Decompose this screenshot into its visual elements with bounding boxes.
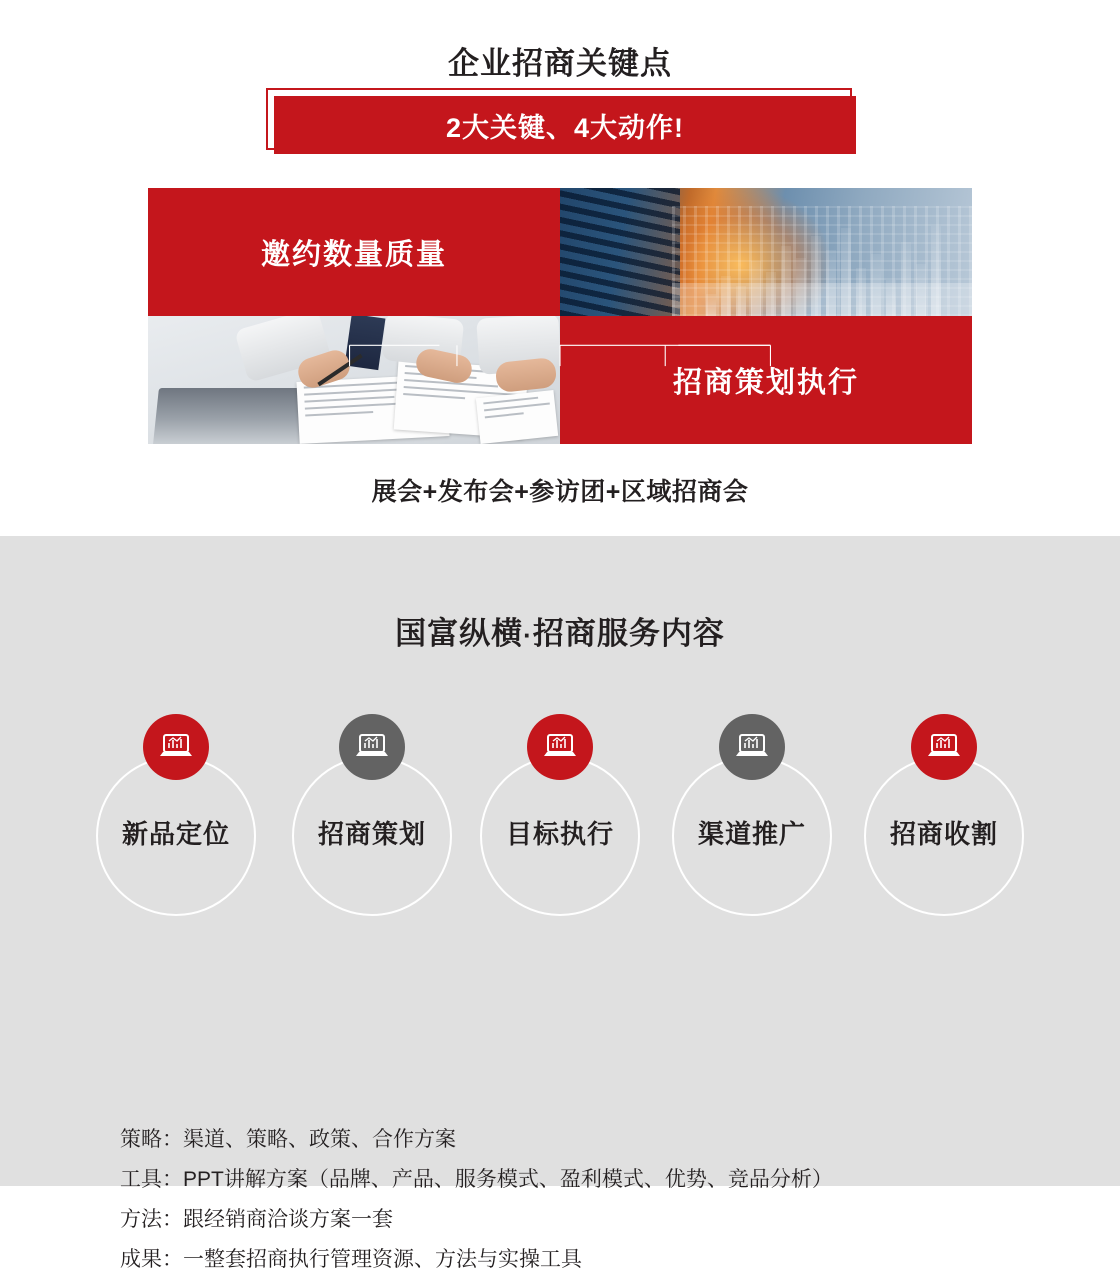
service-node-1-label: 新品定位 bbox=[121, 819, 230, 849]
service-node-5-label: 招商收割 bbox=[889, 819, 998, 849]
laptop-chart-icon bbox=[527, 714, 593, 780]
service-details bbox=[120, 1120, 1060, 1280]
collage-tile-execution-label: 招商策划执行 bbox=[672, 366, 859, 399]
image-collage bbox=[148, 188, 972, 444]
services-title bbox=[0, 608, 1120, 653]
hand-graphic bbox=[495, 357, 558, 393]
collage-tile-invitation bbox=[148, 188, 560, 316]
laptop-graphic bbox=[153, 388, 309, 444]
top-section bbox=[0, 0, 1120, 536]
service-node-1[interactable] bbox=[96, 756, 256, 916]
laptop-chart-icon bbox=[911, 714, 977, 780]
detail-line-result: 成果：一整套招商执行管理资源、方法与实操工具 bbox=[120, 1248, 582, 1271]
service-node-4-label: 渠道推广 bbox=[697, 819, 806, 849]
laptop-chart-icon bbox=[719, 714, 785, 780]
collage-photo-meeting-desk bbox=[148, 316, 560, 444]
service-nodes bbox=[0, 756, 1120, 936]
key-points-banner bbox=[266, 88, 856, 154]
laptop-chart-icon bbox=[143, 714, 209, 780]
service-node-3[interactable] bbox=[480, 756, 640, 916]
laptop-chart-icon bbox=[339, 714, 405, 780]
detail-line-method: 方法：跟经销商洽谈方案一套 bbox=[120, 1208, 393, 1231]
services-title-brand: 国富纵横 bbox=[395, 616, 524, 651]
service-node-2-label: 招商策划 bbox=[317, 819, 426, 849]
detail-line-strategy: 策略：渠道、策略、政策、合作方案 bbox=[120, 1128, 456, 1151]
service-node-3-label: 目标执行 bbox=[505, 819, 614, 849]
services-title-text: 招商服务内容 bbox=[532, 616, 725, 651]
channels-subtitle: 展会+发布会+参访团+区域招商会 bbox=[371, 478, 749, 506]
banner-fill bbox=[274, 96, 856, 154]
collage-row-top bbox=[148, 188, 972, 316]
city-sun-glow bbox=[680, 188, 830, 316]
collage-row-bottom bbox=[148, 316, 972, 444]
service-node-5[interactable] bbox=[864, 756, 1024, 916]
services-title-separator: · bbox=[523, 620, 533, 650]
page-title: 企业招商关键点 bbox=[448, 46, 672, 81]
detail-line-tools: 工具：PPT讲解方案（品牌、产品、服务模式、盈利模式、优势、竞品分析） bbox=[120, 1168, 833, 1191]
banner-label: 2大关键、4大动作! bbox=[445, 112, 685, 143]
service-node-2[interactable] bbox=[292, 756, 452, 916]
collage-tile-invitation-label: 邀约数量质量 bbox=[260, 238, 447, 271]
service-node-4[interactable] bbox=[672, 756, 832, 916]
collage-tile-execution bbox=[560, 316, 972, 444]
city-chart-bars bbox=[706, 224, 966, 316]
document-graphic bbox=[476, 390, 558, 444]
collage-photo-city-skyline bbox=[560, 188, 972, 316]
